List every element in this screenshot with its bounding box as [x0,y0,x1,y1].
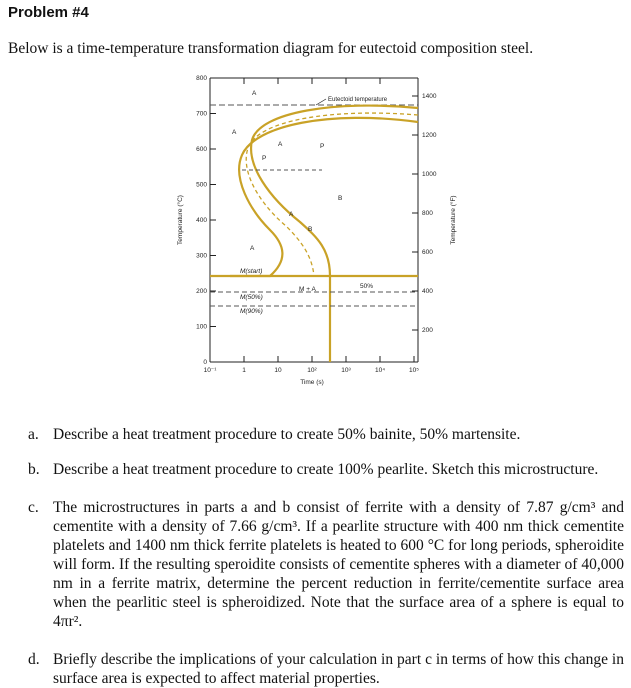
left-ticks [210,78,216,327]
left-tick-label: 700 [196,110,207,118]
region-label-b: B [338,195,343,202]
region-label-p: P [320,143,325,150]
region-label-a-arrow-p: A [278,141,283,148]
problem-title: Problem #4 [8,4,89,21]
region-label-b-in-curve: B [308,226,313,233]
question-c [28,498,624,631]
right-tick-label: 200 [422,327,433,334]
region-label-a-arrow-b: A [289,211,294,218]
region-label-fifty-percent: 50% [360,283,374,290]
left-tick-label: 300 [196,252,207,260]
martensite-start-label: M(start) [240,268,263,275]
x-axis-label: Time (s) [300,379,324,386]
martensite-90-label: M(90%) [240,308,263,315]
x-tick-label: 10⁴ [374,367,386,374]
question-a [28,425,624,444]
region-label-a-left: A [232,129,237,136]
eutectoid-label: Eutectoid temperature [328,97,388,103]
question-text: Describe a heat treatment procedure to create 50% bainite, 50% martensite. [53,426,521,443]
right-tick-label: 1200 [422,132,437,139]
finish-curve [251,106,418,362]
right-ticks [412,96,418,330]
right-axis-label: Temperature (°F) [450,195,457,245]
question-text: Describe a heat treatment procedure to create 100% pearlite. Sketch this microstructure. [53,461,599,478]
region-label-m-plus-a: M + A [299,286,316,293]
intro-text: Below is a time-temperature transformation diagram for eutectoid composition steel. [8,40,534,57]
left-tick-label: 500 [196,181,207,189]
x-tick-label: 10⁵ [409,367,419,374]
martensite-50-label: M(50%) [240,294,263,301]
left-tick-label: 200 [196,288,207,295]
question-text: Briefly describe the implications of your calculation in part c in terms of how this change in surface area is expected to affect material properties. [53,651,624,687]
question-label: a. [28,426,39,443]
ttt-diagram [160,70,460,395]
start-curve [230,118,418,276]
region-label-a-bottom: A [250,245,255,252]
eutectoid-pointer [316,99,326,105]
x-tick-label: 10 [274,367,282,374]
left-tick-label: 400 [196,217,207,224]
x-tick-label: 10⁻¹ [203,367,217,374]
x-tick-label: 10³ [341,367,351,374]
question-label: b. [28,461,40,478]
question-label: c. [28,499,39,516]
left-tick-label: 100 [196,323,207,331]
x-tick-label: 1 [242,367,246,374]
left-tick-label: 600 [196,146,207,153]
x-tick-label: 10² [307,367,317,374]
left-tick-label: 800 [196,75,207,82]
region-label-p-in-curve: P [262,155,267,162]
question-label: d. [28,651,40,668]
right-tick-label: 800 [422,210,433,217]
right-tick-label: 1000 [422,171,437,178]
question-d [28,650,624,688]
right-tick-label: 400 [422,288,433,295]
question-b [28,460,624,479]
region-label-a-top: A [252,90,257,97]
right-tick-label: 600 [422,249,433,256]
left-tick-label: 0 [203,359,207,366]
bottom-ticks [210,356,414,362]
top-ticks [244,78,380,84]
question-text: The microstructures in parts a and b consist of ferrite with a density of 7.87 g/cm³ and cementite with a density of 7.66 g/cm³. If a pearlite structure with 400 nm thick cementite platelets and 1400 nm thick ferrite platelets is heated to 600 °C for long periods, spheroidite will form. If the resulting speroidite consists of cementite spheres with a diameter of 40,000 nm in a ferrite matrix, determine the percent reduction in ferrite/cementite surface area when the pearlitic steel is spheroidized. Note that the surface area of a sphere is equal to 4πr². [53,499,624,630]
right-tick-label: 1400 [422,93,437,100]
left-axis-label: Temperature (°C) [177,195,184,245]
